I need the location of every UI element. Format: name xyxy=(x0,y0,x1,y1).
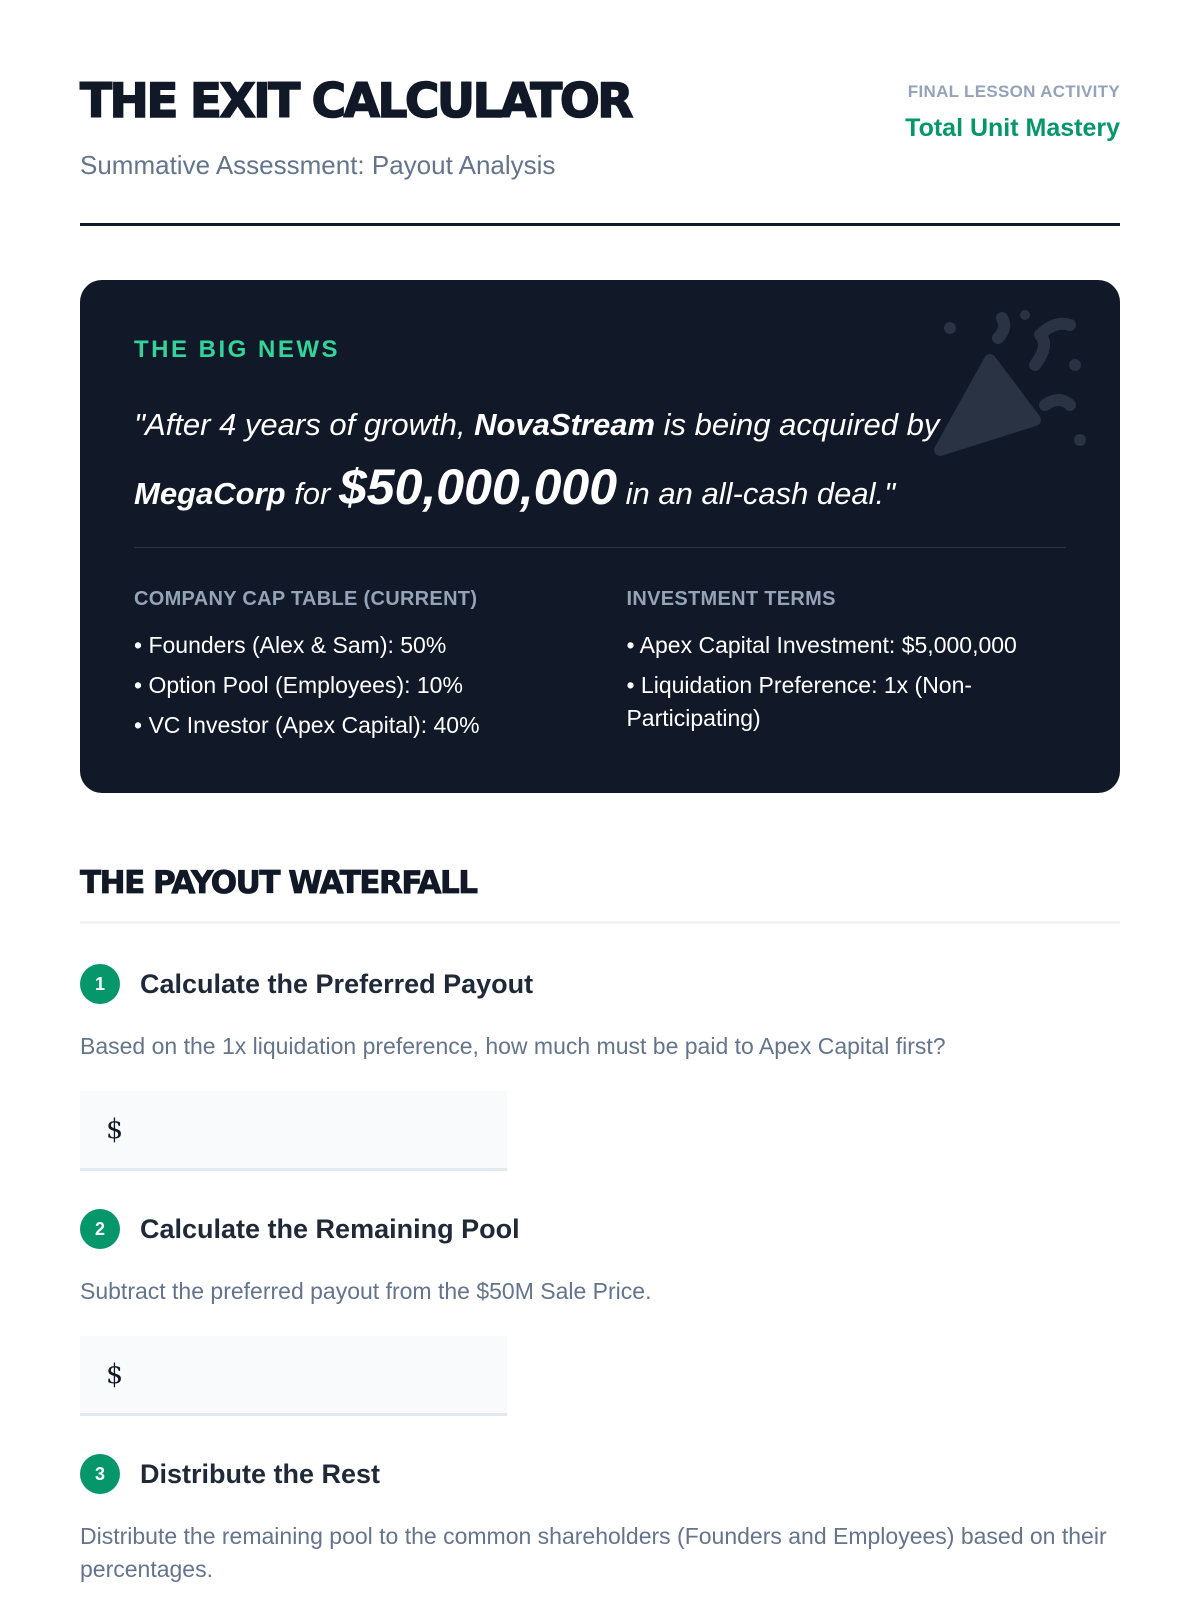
page-header xyxy=(80,0,1120,226)
list-item: • Apex Capital Investment: $5,000,000 xyxy=(626,632,1017,658)
step-header xyxy=(80,1454,1120,1494)
step-title: Distribute the Rest xyxy=(140,1458,381,1489)
quote-text: "After 4 years of growth, xyxy=(134,407,475,442)
step-3 xyxy=(80,1454,1120,1586)
step-title: Calculate the Preferred Payout xyxy=(140,968,534,999)
news-card xyxy=(80,280,1120,793)
step-header xyxy=(80,1209,1120,1249)
step-description: Subtract the preferred payout from the $50M Sale Price. xyxy=(80,1278,652,1304)
news-quote xyxy=(134,394,1034,525)
dollar-icon: $ xyxy=(106,1359,124,1390)
list-item: • Liquidation Preference: 1x (Non-Participating) xyxy=(626,672,973,731)
preferred-payout-field xyxy=(80,1091,507,1171)
sale-price: $50,000,000 xyxy=(338,459,618,515)
page-title: THE EXIT CALCULATOR xyxy=(80,74,631,129)
step-number-badge: 2 xyxy=(80,1209,120,1249)
step-description: Distribute the remaining pool to the common shareholders (Founders and Employees) based on their percentages. xyxy=(80,1523,1107,1582)
investment-terms-heading: INVESTMENT TERMS xyxy=(626,588,836,610)
page-subtitle: Summative Assessment: Payout Analysis xyxy=(80,150,556,180)
quote-text: in an all-cash deal." xyxy=(617,476,896,511)
preferred-payout-input[interactable] xyxy=(123,1091,507,1168)
news-divider xyxy=(134,547,1066,548)
company-name: NovaStream xyxy=(474,407,656,442)
quote-text: is being acquired by xyxy=(655,407,940,442)
cap-table-heading: COMPANY CAP TABLE (CURRENT) xyxy=(134,588,478,610)
step-number-badge: 3 xyxy=(80,1454,120,1494)
activity-eyebrow: FINAL LESSON ACTIVITY xyxy=(907,82,1120,101)
step-header xyxy=(80,964,1120,1004)
step-1 xyxy=(80,964,1120,1171)
step-title: Calculate the Remaining Pool xyxy=(140,1213,520,1244)
mastery-label: Total Unit Mastery xyxy=(905,114,1120,142)
list-item: • VC Investor (Apex Capital): 40% xyxy=(134,712,480,738)
acquirer-name: MegaCorp xyxy=(134,476,286,511)
news-label: THE BIG NEWS xyxy=(134,336,341,363)
confetti-icon xyxy=(920,310,1090,460)
step-2 xyxy=(80,1209,1120,1416)
step-number-badge: 1 xyxy=(80,964,120,1004)
cap-table-list xyxy=(134,629,626,742)
remaining-pool-input[interactable] xyxy=(123,1336,507,1413)
cap-table xyxy=(134,588,626,749)
investment-terms xyxy=(626,588,1066,749)
section-title: THE PAYOUT WATERFALL xyxy=(80,865,1120,924)
list-item: • Option Pool (Employees): 10% xyxy=(134,672,463,698)
investment-terms-list xyxy=(626,629,1066,735)
quote-text: for xyxy=(285,476,339,511)
list-item: • Founders (Alex & Sam): 50% xyxy=(134,632,447,658)
remaining-pool-field xyxy=(80,1336,507,1416)
activity-info xyxy=(905,82,1120,143)
dollar-icon: $ xyxy=(106,1114,124,1145)
news-details xyxy=(134,588,1066,749)
step-description: Based on the 1x liquidation preference, how much must be paid to Apex Capital first? xyxy=(80,1033,946,1059)
